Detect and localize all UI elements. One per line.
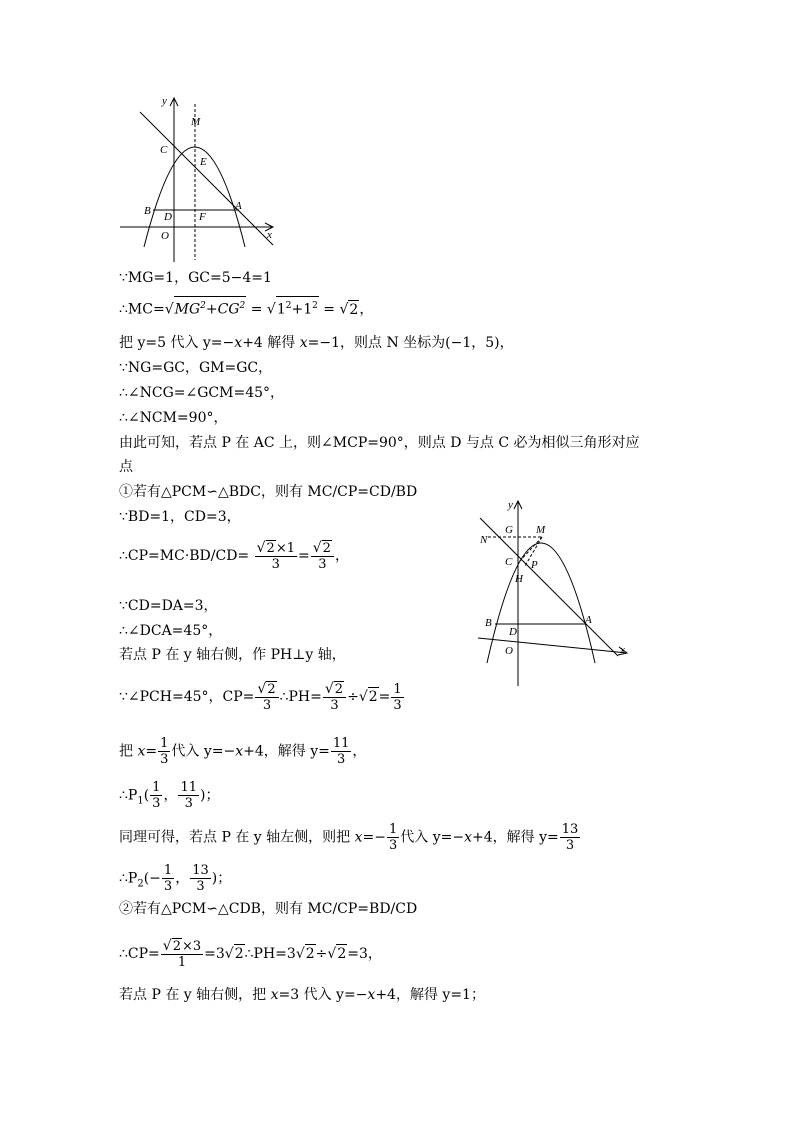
text: 2	[200, 301, 206, 311]
text: ∴∠NCM=90°，	[119, 410, 228, 426]
text: =3	[204, 946, 225, 962]
text: 由此可知，若点 P 在 AC 上，则∠MCP=90°，则点 D 与点 C 必为相似三角形对应	[119, 435, 640, 451]
line-ac	[480, 518, 618, 656]
text: ∵CD=DA=3，	[119, 598, 218, 614]
text: ①若有△PCM∽△BDC，则有 MC/CP=CD/BD	[119, 484, 418, 500]
text: 1	[137, 795, 144, 807]
text: 3	[271, 557, 280, 572]
text: 11	[332, 736, 350, 751]
line-9	[119, 483, 417, 501]
text: +4，解得 y=	[471, 829, 559, 846]
text: ∴∠NCG=∠GCM=45°，	[119, 385, 285, 401]
text: 同理可得，若点 P 在 y 轴左侧，则把	[119, 829, 355, 846]
text: ，	[175, 870, 190, 887]
fraction	[190, 863, 211, 894]
text: x	[299, 335, 308, 351]
line-11	[119, 540, 349, 572]
line-16	[119, 736, 366, 767]
text: =−	[362, 829, 386, 846]
text: =	[298, 548, 310, 564]
text: 3	[330, 698, 339, 713]
text: =	[323, 301, 336, 318]
line-10	[119, 508, 241, 526]
text: 2	[334, 682, 344, 697]
radicand: 2	[349, 301, 359, 318]
text: ∵MG=1，GC=5−4=1	[119, 270, 272, 286]
line-5	[119, 384, 284, 402]
line-18	[119, 822, 581, 853]
sqrt-icon: √	[295, 946, 305, 962]
text: 1	[160, 736, 169, 751]
text: )；	[211, 870, 232, 887]
text: 2	[368, 689, 378, 705]
line-15	[119, 681, 405, 713]
text: 若点 P 在 y 轴右侧，作 PH⊥y 轴，	[119, 647, 346, 663]
text: ②若有△PCM∽△CDB，则有 MC/CP=BD/CD	[119, 901, 418, 917]
text: 2	[239, 301, 246, 311]
fraction	[323, 681, 346, 713]
fraction	[311, 540, 334, 572]
text: =	[145, 743, 158, 760]
radicand	[276, 296, 319, 319]
label-f: F	[199, 211, 206, 223]
label-b: B	[144, 205, 151, 217]
text: ∴P	[119, 787, 138, 804]
fraction	[255, 540, 297, 572]
sqrt-icon: √	[312, 540, 322, 556]
text: x	[367, 987, 376, 1003]
text: 1	[152, 780, 161, 795]
fraction	[178, 780, 199, 811]
fraction	[391, 682, 403, 713]
text: +	[205, 301, 218, 318]
text: ∴PH=3	[244, 946, 296, 962]
text: 2	[234, 946, 244, 962]
line-4	[119, 359, 272, 377]
sqrt-icon: √	[164, 301, 174, 318]
fraction	[560, 822, 581, 853]
x-axis	[478, 638, 627, 653]
line-20	[119, 900, 417, 918]
text: ÷	[347, 689, 359, 705]
fraction	[150, 780, 162, 811]
text: 3	[565, 838, 575, 853]
label-m: M	[191, 116, 201, 128]
label-d: D	[509, 626, 517, 638]
text: ∵∠PCH=45°，CP=	[119, 689, 255, 705]
line-22	[119, 986, 485, 1004]
text: 11	[180, 780, 197, 795]
fraction	[331, 736, 352, 767]
text: 把	[119, 743, 138, 760]
text: ∴MC=	[119, 301, 165, 318]
label-o: O	[505, 645, 513, 657]
text: 1	[177, 955, 187, 970]
text: 3	[393, 697, 402, 713]
label-h: H	[515, 573, 523, 585]
text: ，	[163, 787, 178, 804]
line-13	[119, 622, 222, 640]
text: =	[378, 689, 391, 705]
text: ∴PH=	[279, 689, 322, 705]
text: +4，解得 y=	[243, 743, 330, 760]
text: 2	[305, 946, 315, 962]
text: 2	[322, 541, 331, 556]
label-a: A	[585, 614, 592, 626]
text: +4 解得	[242, 335, 300, 351]
line-21	[119, 938, 382, 970]
text: x	[235, 743, 244, 760]
text: 2	[137, 878, 144, 890]
line-1	[119, 269, 272, 287]
text: ∴CP=	[119, 946, 160, 962]
label-c: C	[160, 144, 168, 156]
text: =	[250, 301, 263, 318]
text: x	[234, 335, 243, 351]
text: ×3	[181, 939, 202, 954]
line-14	[119, 646, 346, 664]
text: =−1，则点 N 坐标为(−1，5)，	[307, 335, 514, 351]
text: )；	[200, 787, 220, 804]
text: ∴CP=MC·BD/CD=	[119, 548, 250, 564]
text: ∵NG=GC，GM=GC，	[119, 360, 273, 376]
figure-2	[475, 493, 635, 688]
text: 3	[160, 752, 169, 767]
text: +4，解得 y=1；	[375, 987, 485, 1003]
text: CG	[217, 301, 240, 318]
text: x	[464, 829, 472, 846]
sqrt-icon: √	[162, 938, 172, 954]
label-p: P	[531, 559, 538, 571]
figure-1	[117, 92, 282, 264]
line-6	[119, 409, 227, 427]
line-17	[119, 780, 219, 811]
label-m: M	[536, 524, 546, 536]
label-c: C	[505, 556, 513, 568]
sqrt-icon: √	[256, 540, 266, 556]
text: 3	[184, 796, 193, 811]
text: 代入 y=−	[400, 829, 465, 846]
sqrt-icon: √	[327, 946, 337, 962]
label-y: y	[508, 499, 513, 511]
label-g: G	[505, 524, 513, 536]
fraction	[255, 681, 278, 713]
text: (	[143, 787, 150, 804]
text: ∵BD=1，CD=3，	[119, 509, 241, 525]
label-x: x	[267, 229, 272, 241]
line-8	[119, 458, 133, 476]
label-d: D	[164, 211, 172, 223]
sqrt-icon: √	[358, 689, 368, 705]
text: 2	[312, 301, 318, 311]
label-o: O	[161, 230, 169, 242]
parabola	[487, 543, 595, 663]
line-7	[119, 434, 640, 452]
text: ，	[359, 301, 374, 318]
text: 点	[119, 459, 133, 475]
line-12	[119, 597, 218, 615]
text: 3	[262, 698, 272, 713]
line-19	[119, 863, 231, 894]
text: x	[354, 829, 363, 846]
text: 3	[336, 752, 346, 767]
text: x	[270, 987, 279, 1003]
text: 1	[393, 681, 402, 697]
text: 3	[318, 557, 327, 572]
text: ∴∠DCA=45°，	[119, 623, 223, 639]
line-3	[119, 334, 514, 352]
text: ，	[352, 743, 367, 760]
sqrt-icon: √	[324, 681, 334, 697]
text: 13	[561, 822, 579, 837]
text: ÷	[315, 946, 328, 962]
text: 把 y=5 代入 y=−	[119, 335, 235, 351]
text: 2	[285, 301, 292, 311]
label-a: A	[235, 200, 242, 212]
radicand	[174, 296, 247, 319]
sqrt-icon: √	[339, 301, 349, 318]
text: =3，	[347, 946, 382, 962]
text: +1	[291, 301, 313, 318]
text: 3	[152, 796, 161, 811]
label-b: B	[485, 617, 492, 629]
text: ∴P	[119, 870, 138, 887]
text: ，	[334, 548, 349, 564]
sqrt-icon: √	[266, 301, 276, 318]
label-y: y	[162, 95, 167, 107]
text: 3	[388, 838, 398, 853]
fraction	[161, 938, 203, 970]
text: 2	[172, 939, 181, 954]
sqrt-icon: √	[257, 681, 267, 697]
segment-mc	[518, 537, 542, 563]
fraction	[387, 822, 399, 853]
text: 3	[163, 879, 173, 894]
line-ac	[140, 112, 273, 245]
text: =3 代入 y=−	[278, 987, 368, 1003]
text: (−	[143, 870, 161, 887]
text: 1	[276, 301, 286, 318]
label-x: x	[620, 644, 625, 656]
text: 3	[196, 879, 205, 894]
fraction	[162, 863, 174, 894]
text: 2	[266, 541, 275, 556]
text: 2	[267, 682, 276, 697]
sqrt-icon: √	[224, 946, 234, 962]
text: MG	[174, 301, 201, 318]
fraction	[158, 736, 170, 767]
text: x	[137, 743, 146, 760]
label-n: N	[480, 534, 488, 546]
text: ×1	[275, 541, 295, 556]
text: 13	[192, 863, 209, 878]
text: 1	[388, 822, 398, 837]
text: 1	[163, 863, 173, 878]
line-2	[119, 296, 373, 319]
text: 若点 P 在 y 轴右侧，把	[119, 987, 271, 1003]
text: 代入 y=−	[171, 743, 236, 760]
text: 2	[337, 946, 347, 962]
label-e: E	[200, 156, 207, 168]
